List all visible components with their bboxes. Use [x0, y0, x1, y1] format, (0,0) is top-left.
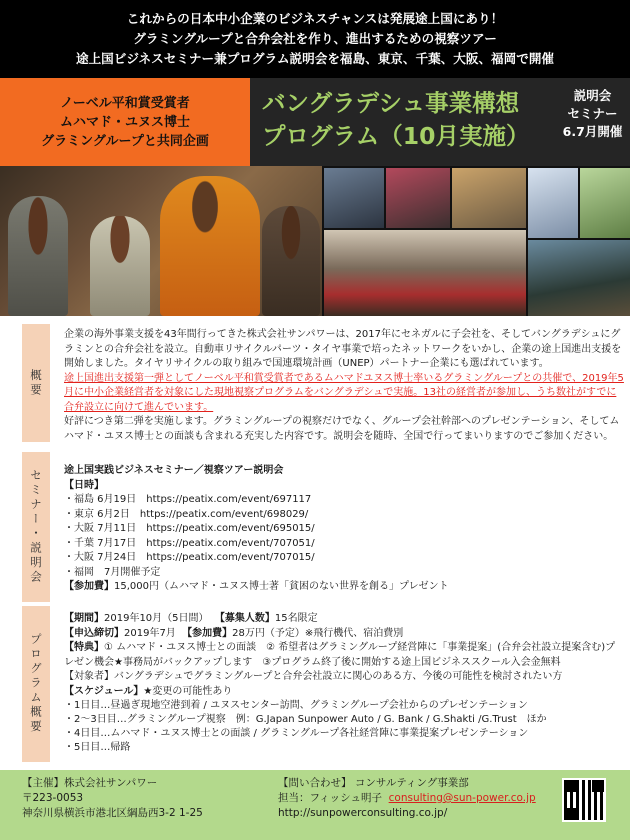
period-row: 【期間】2019年10月（5日間） 【募集人数】15名限定 [64, 613, 318, 624]
date-item: ・千葉 7月17日 https://peatix.com/event/707051/ [64, 537, 315, 549]
program-title-line-1: バングラデシュ事業構想 [262, 89, 520, 117]
schedule-item: ・1日目…昼過ぎ現地空港到着 / ユヌスセンター訪問、グラミングループ会社からのプレゼンテーション [64, 700, 528, 711]
date-item: ・東京 6月2日 https://peatix.com/event/698029/ [64, 508, 309, 520]
meeting-photo [324, 168, 384, 228]
perks-row: 【特典】① ムハマド・ユヌス博士との面談 ② 希望者はグラミングループ経営陣に「事業提案」(合弁会社設立提案含む)プレゼン機会★事務局がバックアップします ③プログラム終了後に開始する途上国ビジネススクール入会金無料 [64, 642, 616, 668]
postal-code: 〒223-0053 [22, 792, 84, 804]
collab-line-2: ムハマド・ユヌス博士 [59, 115, 190, 130]
program-body [64, 612, 624, 755]
presentation-photo [386, 168, 450, 228]
date-item: ・大阪 7月24日 https://peatix.com/event/707015/ [64, 552, 315, 563]
seminar-fee-label: 【参加費】 [64, 581, 114, 592]
deadline-row: 【申込締切】2019年7月 【参加費】28万円（予定）※飛行機代、宿泊費別 [64, 627, 404, 639]
program-label: プログラム概要 [22, 606, 50, 762]
overview-highlight: 途上国進出支援第一弾としてノーベル平和賞受賞者であるムハマドユヌス博士率いるグラミングループとの共催で、2019年5月に中小企業経営者を対象にした現地視察プログラムをバングラデシュで実施。13社の経営者が参加し、うち数社がすでに合弁設立に向けて進んでいます。 [64, 372, 624, 413]
overview-paragraph-2: 好評につき第二弾を実施します。グラミングループの視察だけでなく、グループ会社幹部へのプレゼンテーション、そしてムハマド・ユヌス博士との面談も含まれる充実した内容です。説明会を随時、全国で行ってまいりますのでご参加ください。 [64, 416, 620, 442]
schedule-item: ・2～3日目…グラミングループ視察 例：G.Japan Sunpower Auto / G. Bank / G.Shakti /G.Trust ほか [64, 714, 547, 725]
collaboration-box [0, 78, 250, 166]
date-item: ・大阪 7月11日 https://peatix.com/event/695015/ [64, 523, 315, 534]
workshop-photo [452, 168, 526, 228]
overview-body [64, 328, 624, 444]
child-figure [262, 206, 320, 316]
seminar-body [64, 464, 624, 595]
seminar-fee [64, 580, 624, 595]
header-line-3: 途上国ビジネスセミナー兼プログラム説明会を福島、東京、千葉、大阪、福岡で開催 [75, 51, 555, 66]
seminar-fee-text: 15,000円（ムハマド・ユヌス博士著「貧困のない世界を創る」プレゼント [114, 581, 449, 592]
schedule-list [64, 699, 624, 755]
program-title [262, 87, 529, 153]
child-figure [8, 196, 68, 316]
top-header [0, 0, 630, 78]
schedule-item: ・4日目…ムハマド・ユヌス博士との面談 / グラミングループ各社経営陣に事業提案プレゼンテーション [64, 728, 529, 739]
building-photo [528, 240, 630, 316]
mother-figure [160, 176, 260, 316]
address: 神奈川県横浜市港北区綱島西3-2 1-25 [22, 807, 203, 819]
seminar-title: 途上国実践ビジネスセミナー／視察ツアー説明会 [64, 465, 284, 476]
header-line-1: これからの日本中小企業のビジネスチャンスは発展途上国にあり！ [126, 11, 504, 26]
host-info: 【主催】株式会社サンパワー 〒223-0053 神奈川県横浜市港北区綱島西3-2 1-25 [22, 777, 203, 819]
overview-paragraph-1: 企業の海外事業支援を43年間行ってきた株式会社サンパワーは、2017年にセネガルに子会社を、そしてバングラデシュにグラミンとの合弁会社を設立。自動車リサイクルパーツ・タイヤ事業で培ったネットワークをいかし、企業の途上国進出支援を開始しました。タイヤリサイクルの取り組みで国連環境計画（UNEP）パートナー企業にも選ばれています。 [64, 329, 622, 369]
dates-heading: 【日時】 [64, 479, 104, 491]
solar-panel-photo [528, 168, 578, 238]
header-line-2: グラミングループと合弁会社を作り、進出するための視察ツアー [133, 31, 497, 46]
overview-label: 概要 [22, 324, 50, 442]
qr-code-icon[interactable] [562, 778, 606, 822]
email-link[interactable]: consulting@sun-power.co.jp [388, 792, 536, 804]
schedule-item: ・5日目…帰路 [64, 742, 131, 753]
collab-line-3: グラミングループと共同企画 [41, 134, 209, 149]
group-photo [324, 230, 526, 316]
footer [0, 770, 630, 840]
contact-info: 【問い合わせ】 コンサルティング事業部 担当：フィッシュ明子 consulting@sun-power.co.jp http://sunpowerconsulting.co.jp/ [278, 777, 536, 819]
field-photo [580, 168, 630, 238]
photo-collage [0, 166, 630, 316]
seminar-label: セミナー・説明会 [22, 452, 50, 602]
schedule-heading: 【スケジュール】★変更の可能性あり [64, 685, 233, 697]
target-row: 【対象者】バングラデシュでグラミングループと合弁会社設立に関心のある方、今後の可能性を検討されたい方 [64, 671, 563, 682]
seminar-badge [560, 87, 625, 141]
children-photo [0, 166, 322, 316]
website-link[interactable]: http://sunpowerconsulting.co.jp/ [278, 807, 448, 819]
date-item: ・福島 6月19日 https://peatix.com/event/697117 [64, 494, 312, 505]
badge-line-3: 6.7月開催 [562, 124, 623, 139]
date-item: ・福岡 7月開催予定 [64, 566, 161, 578]
badge-line-1: 説明会 [573, 88, 612, 103]
collab-line-1: ノーベル平和賞受賞者 [60, 96, 190, 111]
badge-line-2: セミナー [567, 106, 618, 121]
child-figure [90, 216, 150, 316]
program-title-line-2: プログラム（10月実施） [262, 122, 530, 150]
